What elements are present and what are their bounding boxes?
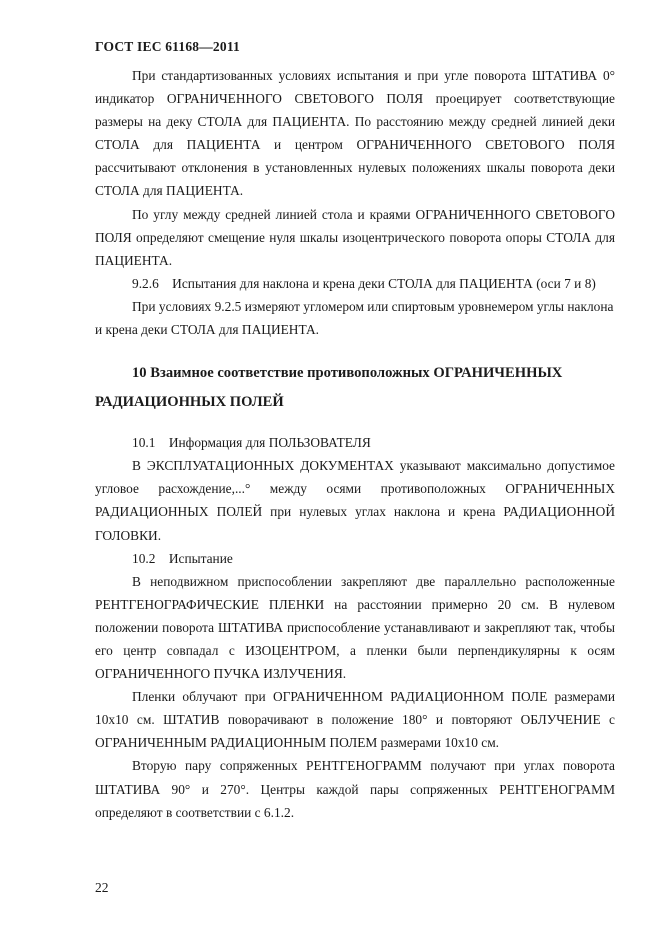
page-number: 22 <box>95 880 109 895</box>
section-heading-10: 10 Взаимное соответствие противоположных ОГРАНИЧЕННЫХ РАДИАЦИОННЫХ ПОЛЕЙ <box>95 365 563 411</box>
paragraph-zero-offset: По углу между средней линией стола и краями ОГРАНИЧЕННОГО СВЕТОВОГО ПОЛЯ определяют смещение нуля шкалы изоцентрического поворота опоры СТОЛА для ПАЦИЕНТА. <box>95 206 615 268</box>
paragraph-irradiation: Пленки облучают при ОГРАНИЧЕННОМ РАДИАЦИОННОМ ПОЛЕ размерами 10x10 см. ШТАТИВ поворачивают в положение 180° и повторяют ОБЛУЧЕНИЕ с ОГРАНИЧЕННЫМ РАДИАЦИОННЫМ ПОЛЕМ размерами 10x10 см. <box>95 689 615 751</box>
subsection-9-2-6: 9.2.6 Испытания для наклона и крена деки СТОЛА для ПАЦИЕНТА (оси 7 и 8) <box>132 275 596 291</box>
paragraph-tilt-roll-measure: При условиях 9.2.5 измеряют угломером или спиртовым уровнемером углы наклона и крена деки СТОЛА для ПАЦИЕНТА. <box>95 298 614 338</box>
body-text <box>95 64 615 824</box>
paragraph-user-info: В ЭКСПЛУАТАЦИОННЫХ ДОКУМЕНТАХ указывают максимально допустимое угловое расхождение,...° между осями противоположных ОГРАНИЧЕННЫХ РАДИАЦИОННЫХ ПОЛЕЙ при нулевых углах наклона и крена РАДИАЦИОННОЙ ГОЛОВКИ. <box>95 458 615 543</box>
paragraph-test-fixture: В неподвижном приспособлении закрепляют две параллельно расположенные РЕНТГЕНОГРАФИЧЕСКИЕ ПЛЕНКИ на расстоянии примерно 20 см. В нулевом положении поворота ШТАТИВА приспособление устанавливают и закрепляют так, чтобы его центр совпадал с ИЗОЦЕНТРОМ, а пленки были перпендикулярны к осям ОГРАНИЧЕННОГО ПУЧКА ИЗЛУЧЕНИЯ. <box>95 573 615 682</box>
standard-header: ГОСТ IEC 61168—2011 <box>95 39 240 54</box>
paragraph-second-pair: Вторую пару сопряженных РЕНТГЕНОГРАММ получают при углах поворота ШТАТИВА 90° и 270°. Центры каждой пары сопряженных РЕНТГЕНОГРАММ определяют в соответствии с 6.1.2. <box>95 758 615 820</box>
subsection-10-2: 10.2 Испытание <box>132 550 233 566</box>
paragraph-light-field-deviation: При стандартизованных условиях испытания и при угле поворота ШТАТИВА 0° индикатор ОГРАНИЧЕННОГО СВЕТОВОГО ПОЛЯ проецирует соответствующие размеры на деку СТОЛА для ПАЦИЕНТА. По расстоянию между средней линией деки СТОЛА для ПАЦИЕНТА и центром ОГРАНИЧЕННОГО СВЕТОВОГО ПОЛЯ рассчитывают отклонения в установленных нулевых положениях шкалы поворота деки СТОЛА для ПАЦИЕНТА. <box>95 68 615 199</box>
subsection-10-1: 10.1 Информация для ПОЛЬЗОВАТЕЛЯ <box>132 435 371 451</box>
